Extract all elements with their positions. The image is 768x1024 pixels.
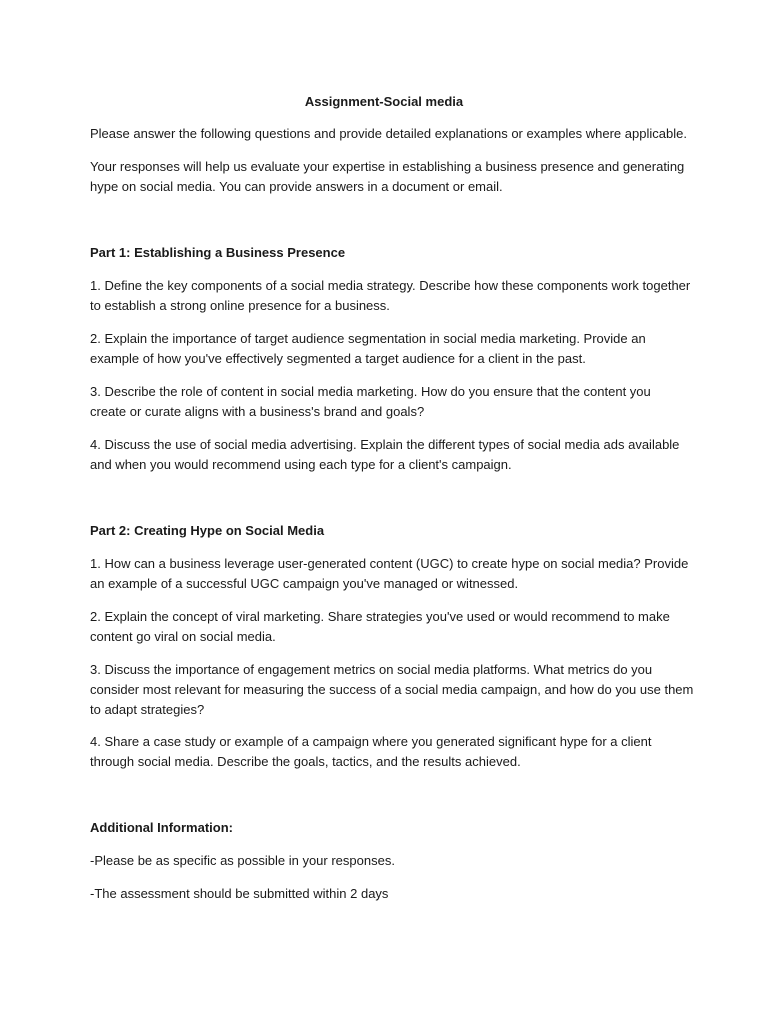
part1-question-2-line-1: 2. Explain the importance of target audience segmentation in social media marketing. Provide an <box>90 331 646 346</box>
intro-paragraph-2-line-2: hype on social media. You can provide answers in a document or email. <box>90 179 503 194</box>
part1-question-3-line-1: 3. Describe the role of content in social media marketing. How do you ensure that the content you <box>90 384 651 399</box>
part1-question-4-line-1: 4. Discuss the use of social media advertising. Explain the different types of social media ads available <box>90 437 680 452</box>
part1-question-3-line-2: create or curate aligns with a business's brand and goals? <box>90 404 425 419</box>
part2-question-3-line-2: consider most relevant for measuring the success of a social media campaign, and how do you use them <box>90 682 694 697</box>
additional-info-heading: Additional Information: <box>90 820 233 835</box>
part1-question-4-line-2: and when you would recommend using each type for a client's campaign. <box>90 457 512 472</box>
part1-heading: Part 1: Establishing a Business Presence <box>90 245 346 260</box>
intro-paragraph-1: Please answer the following questions and provide detailed explanations or examples where applicable. <box>90 126 687 141</box>
part2-question-3-line-3: to adapt strategies? <box>90 702 205 717</box>
part2-question-2-line-1: 2. Explain the concept of viral marketing. Share strategies you've used or would recommend to make <box>90 609 670 624</box>
part1-question-1-line-2: to establish a strong online presence for a business. <box>90 298 390 313</box>
part1-question-2-line-2: example of how you've effectively segmented a target audience for a client in the past. <box>90 351 586 366</box>
part2-heading: Part 2: Creating Hype on Social Media <box>90 523 325 538</box>
part2-question-1-line-2: an example of a successful UGC campaign you've managed or witnessed. <box>90 576 519 591</box>
part2-question-3-line-1: 3. Discuss the importance of engagement metrics on social media platforms. What metrics do you <box>90 662 653 677</box>
part2-question-1-line-1: 1. How can a business leverage user-generated content (UGC) to create hype on social media? Provide <box>90 556 689 571</box>
intro-paragraph-2-line-1: Your responses will help us evaluate your expertise in establishing a business presence and generating <box>90 159 685 174</box>
additional-info-item-1: -Please be as specific as possible in your responses. <box>90 853 395 868</box>
additional-info-item-2: -The assessment should be submitted within 2 days <box>90 886 389 901</box>
part2-question-4-line-2: through social media. Describe the goals, tactics, and the results achieved. <box>90 754 521 769</box>
document-title: Assignment-Social media <box>304 94 464 109</box>
part2-question-2-line-2: content go viral on social media. <box>90 629 276 644</box>
part2-question-4-line-1: 4. Share a case study or example of a campaign where you generated significant hype for a client <box>90 734 652 749</box>
part1-question-1-line-1: 1. Define the key components of a social media strategy. Describe how these components work together <box>90 278 691 293</box>
